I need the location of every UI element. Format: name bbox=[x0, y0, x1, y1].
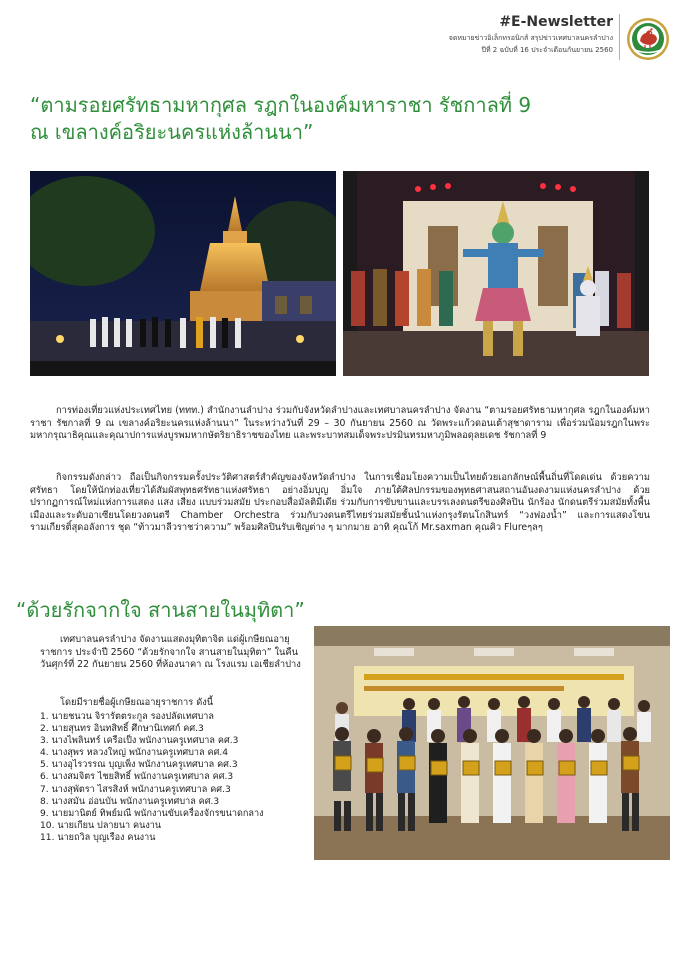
issue-info: ปีที่ 2 ฉบับที่ 16 ประจำเดือนกันยายน 2560 bbox=[481, 46, 613, 54]
dance-performance-image bbox=[343, 171, 649, 376]
list-item: 1. นายชนวน จิรารัตตระกูล รองปลัดเทศบาล bbox=[40, 712, 214, 722]
section1-paragraph2: กิจกรรมดังกล่าว ถือเป็นกิจกรรมครั้งประวัติศาสตร์สำคัญของจังหวัดลำปาง ในการเชื่อมโยงความเป็นไทยด้วยเอกลักษณ์พื้นถิ่นที่โดดเด่น ด้วยความศรัทธา โดยให้นักท่องเที่ยวได้สัมผัสพุทธศรัทธาแห่งศรัทธา อย่างอิ่มบุญ อิ่มใจ ภายใต้ศิลปกรรมของพุทธศาสนสถานอันงดงามแห่งนครลำปาง ด้วยปรากฏการณ์ใหม่แห่งการแสดง แสง เสียง แบบร่วมสมัย ประกอบสื่อมัลติมีเดีย ร่วมกับการขับขานและบรรเลงดนตรีของศิลปิน นักร้อง นักดนตรีร่วมสมัยทั้งพื้นเมืองและระดับอาเซียนโดยวงดนตรี Chamber Orchestra ร่วมกับวงดนตรีไทยร่วมสมัยชั้นนำแห่งกรุงรัตนโกสินทร์ “วงฟองน้ำ” และการแสดงโขนรามเกียรติ์สุดอลังการ ชุด “ท้าวมาลีวราชว่าความ” พร้อมศิลปินรับเชิญต่าง ๆ มากมาย อาทิ คุณโก้ Mr.saxman คุณคิว Flureๆลๆ bbox=[30, 472, 650, 533]
header-divider bbox=[619, 14, 620, 60]
section1-paragraph1: การท่องเที่ยวแห่งประเทศไทย (ททท.) สำนักงานลำปาง ร่วมกับจังหวัดลำปางและเทศบาลนครลำปาง จัดงาน “ตามรอยศรัทธามหากุศล รฎกในองค์มหาราชา รัชกาลที่ 9 ณ เขลางค์อริยะนครแห่งล้านนา” ในระหว่างวันที่ 29 – 30 กันยายน 2560 ณ วัดพระแก้วดอนเต้าสุชาดาราม เพื่อร่วมน้อมรฎกในพระมหากรุณาธิคุณและคุณาปการแห่งบูรพมหากษัตริยาธิราชของไทย และพระบาทสมเด็จพระปรมินทรมหาภูมิพลอดุลยเดช รัชกาลที่ 9 bbox=[30, 405, 650, 441]
section1-heading bbox=[30, 92, 650, 146]
retiree-list bbox=[40, 711, 310, 844]
newsletter-subtitle: จดหมายข่าวอิเล็กทรอนิกส์ สรุปข่าวเทศบาลนครลำปาง bbox=[448, 34, 613, 42]
list-item: 5. นางอุไรวรรณ บุญเพ็ง พนักงานครูเทศบาล คศ.3 bbox=[40, 760, 238, 771]
section2-intro: เทศบาลนครลำปาง จัดงานแสดงมุทิตาจิต แด่ผู้เกษียณอายุราชการ ประจำปี 2560 “ด้วยรักจากใจ สานสายในมุทิตา” ในคืนวันศุกร์ที่ 22 กันยายน 2560 ที่ห้องนาคา ณ โรงแรม เอเชียลำปาง bbox=[40, 634, 301, 670]
list-item: 9. นายมานิตย์ ทิพย์มณี พนักงานขับเครื่องจักรขนาดกลาง bbox=[40, 808, 264, 819]
retiree-list-title: โดยมีรายชื่อผู้เกษียณอายุราชการ ดังนี้ bbox=[60, 697, 214, 708]
section1-heading-line2: ณ เขลางค์อริยะนครแห่งล้านนา” bbox=[30, 120, 314, 144]
municipality-logo-icon bbox=[626, 17, 670, 61]
retiree-group-photo bbox=[314, 626, 670, 860]
section2-heading: “ด้วยรักจากใจ สานสายในมุทิตา” bbox=[16, 598, 305, 622]
ceremony-night-photo bbox=[30, 171, 336, 376]
list-item: 2. นายสุนทร อินทสิทธิ์ ศึกษานิเทศก์ คศ.3 bbox=[40, 724, 204, 735]
group-photo-image bbox=[314, 626, 670, 860]
temple-stage-image bbox=[30, 171, 336, 376]
section1-heading-line1: “ตามรอยศรัทธามหากุศล รฎกในองค์มหาราชา รัชกาลที่ 9 bbox=[30, 93, 532, 117]
list-item: 3. นางไพลินทร์ เครือเป็ง พนักงานครูเทศบาล คศ.3 bbox=[40, 736, 239, 747]
list-item: 6. นางสมจิตร ไชยสิทธิ์ พนักงานครูเทศบาล คศ.3 bbox=[40, 772, 234, 783]
list-item: 10. นายเกียน ปลายนา คนงาน bbox=[40, 820, 162, 831]
khon-performance-photo bbox=[343, 171, 649, 376]
list-item: 7. นางสุพัตรา ไสรสิงห์ พนักงานครูเทศบาล คศ.3 bbox=[40, 784, 231, 795]
list-item: 11. นายถวิล บุญเรือง คนงาน bbox=[40, 832, 156, 843]
list-item: 4. นางสุพร หลวงใหญ่ พนักงานครูเทศบาล คศ.4 bbox=[40, 748, 229, 759]
newsletter-title: #E-Newsletter bbox=[499, 14, 613, 30]
list-item: 8. นางสมัน อ่อนบัน พนักงานครูเทศบาล คศ.3 bbox=[40, 796, 220, 807]
